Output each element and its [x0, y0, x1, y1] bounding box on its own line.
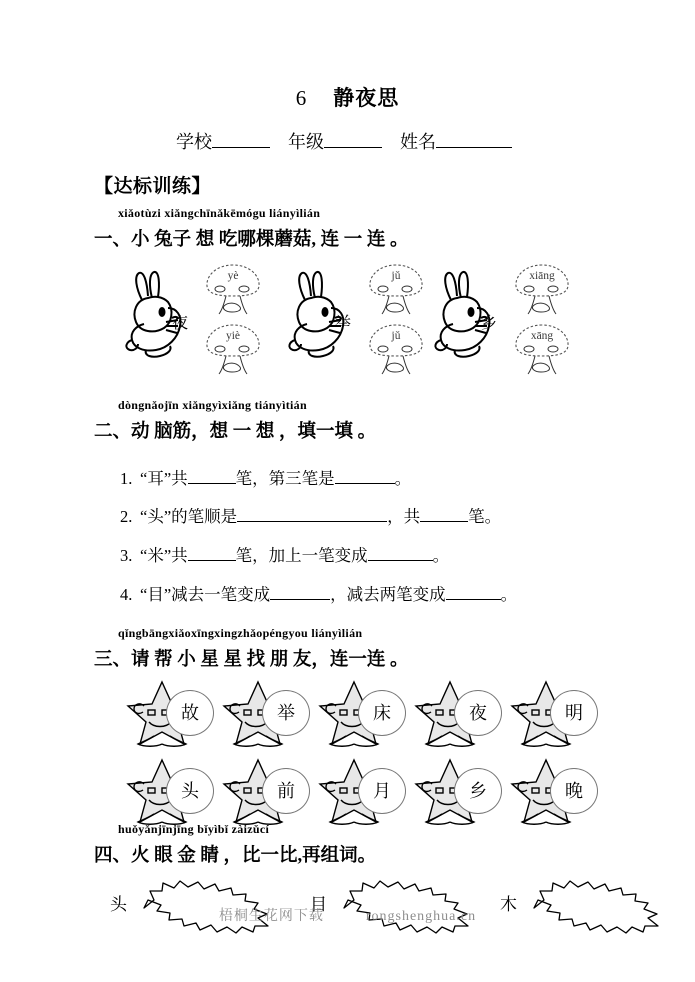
star-character: 举	[262, 690, 310, 736]
mushroom-option-bottom-3[interactable]	[511, 322, 573, 376]
name-label: 姓名	[400, 132, 436, 152]
star-item[interactable]	[118, 756, 214, 828]
mushroom-option-top-2[interactable]	[365, 262, 427, 316]
question-4-part-b: ，减去两笔变成	[330, 585, 446, 604]
burst-character-3: 木	[500, 895, 517, 914]
mushroom-option-top-1[interactable]	[202, 262, 264, 316]
question-3	[120, 542, 449, 566]
burst-character-1: 头	[110, 895, 127, 914]
mushroom-pinyin: yiè	[225, 330, 241, 342]
question-3-blank-1[interactable]	[188, 544, 236, 561]
question-1	[120, 465, 411, 489]
star-character: 月	[358, 768, 406, 814]
title-number: 6	[295, 86, 308, 110]
star-item[interactable]	[214, 756, 310, 828]
star-row-top	[0, 678, 695, 750]
question-4	[120, 581, 517, 605]
question-1-blank-2[interactable]	[335, 467, 395, 484]
star-character: 明	[550, 690, 598, 736]
section-1-heading: 一、小 兔子 想 吃哪棵蘑菇, 连 一 连 。	[94, 230, 409, 250]
star-item[interactable]	[310, 678, 406, 750]
watermark	[0, 905, 695, 925]
rabbit-character-1: 夜	[172, 315, 189, 332]
mushroom-pinyin: jǔ	[391, 270, 401, 282]
star-character: 夜	[454, 690, 502, 736]
star-character: 晚	[550, 768, 598, 814]
section-3-pinyin: qǐngbāngxiǎoxīngxingzhǎopéngyou liányìlián	[118, 626, 363, 640]
question-1-part-c: 。	[394, 469, 412, 488]
question-4-number: 4.	[120, 585, 133, 604]
question-3-part-b: 笔，加上一笔变成	[235, 546, 368, 565]
star-row-bottom	[0, 756, 695, 828]
question-3-blank-2[interactable]	[368, 544, 433, 561]
star-character: 床	[358, 690, 406, 736]
page-title	[0, 82, 695, 112]
star-item[interactable]	[406, 756, 502, 828]
title-text: 静夜思	[333, 86, 400, 110]
school-blank[interactable]	[212, 147, 270, 148]
star-item[interactable]	[310, 756, 406, 828]
mushroom-pinyin: jǔ	[391, 330, 401, 342]
section-3-heading: 三、请 帮 小 星 星 找 朋 友，连一连 。	[94, 650, 409, 670]
section-2-pinyin: dòngnǎojīn xiǎngyìxiǎng tiányìtián	[118, 398, 307, 412]
name-blank[interactable]	[436, 147, 512, 148]
star-item[interactable]	[502, 756, 598, 828]
section-2-heading: 二、动 脑筋，想 一 想 ，填一填 。	[94, 422, 377, 442]
star-character: 前	[262, 768, 310, 814]
grade-label: 年级	[288, 132, 324, 152]
section-4-pinyin: huǒyǎnjīnjīng bǐyìbǐ zàizǔcí	[118, 822, 270, 836]
question-1-number: 1.	[120, 469, 133, 488]
burst-character-2: 目	[310, 895, 327, 914]
question-2	[120, 503, 501, 527]
star-character: 故	[166, 690, 214, 736]
school-label: 学校	[176, 132, 212, 152]
mushroom-pinyin: xiāng	[529, 270, 555, 282]
section-1-pinyin: xiǎotùzi xiǎngchīnǎkēmógu liányìlián	[118, 206, 321, 220]
mushroom-pinyin: xāng	[530, 330, 554, 342]
star-item[interactable]	[502, 678, 598, 750]
question-3-number: 3.	[120, 546, 133, 565]
watermark-url: rongshenghua.cn	[365, 909, 477, 924]
watermark-cn: 梧桐生花网下载	[218, 909, 324, 924]
star-character: 头	[166, 768, 214, 814]
question-4-blank-1[interactable]	[270, 583, 330, 600]
student-info-row	[176, 128, 512, 154]
question-4-blank-2[interactable]	[446, 583, 501, 600]
mushroom-pinyin: yè	[227, 270, 239, 282]
grade-blank[interactable]	[324, 147, 382, 148]
question-2-part-b: ，共	[387, 507, 421, 526]
question-2-part-a: “头”的笔顺是	[140, 507, 238, 526]
star-item[interactable]	[118, 678, 214, 750]
mushroom-option-bottom-1[interactable]	[202, 322, 264, 376]
question-1-part-b: 笔，第三笔是	[235, 469, 335, 488]
mushroom-option-top-3[interactable]	[511, 262, 573, 316]
rabbit-mushroom-activity	[0, 262, 695, 390]
rabbit-group-1	[118, 262, 286, 390]
question-4-part-a: “目”减去一笔变成	[140, 585, 271, 604]
question-1-blank-1[interactable]	[188, 467, 236, 484]
question-1-part-a: “耳”共	[140, 469, 188, 488]
question-2-number: 2.	[120, 507, 133, 526]
rabbit-group-3	[427, 262, 595, 390]
question-2-blank-1[interactable]	[237, 505, 387, 522]
question-3-part-a: “米”共	[140, 546, 188, 565]
star-item[interactable]	[406, 678, 502, 750]
star-character: 乡	[454, 768, 502, 814]
question-3-part-c: 。	[432, 546, 450, 565]
star-item[interactable]	[214, 678, 310, 750]
rabbit-character-2: 举	[335, 315, 352, 332]
question-4-part-c: 。	[500, 585, 518, 604]
section-4-heading: 四、火 眼 金 睛 ，比一比,再组词。	[94, 846, 377, 866]
rabbit-character-3: 乡	[481, 315, 498, 332]
question-2-blank-2[interactable]	[420, 505, 468, 522]
rabbit-group-2	[281, 262, 449, 390]
question-2-part-c: 笔。	[468, 507, 502, 526]
mushroom-option-bottom-2[interactable]	[365, 322, 427, 376]
training-heading: 【达标训练】	[94, 176, 212, 197]
